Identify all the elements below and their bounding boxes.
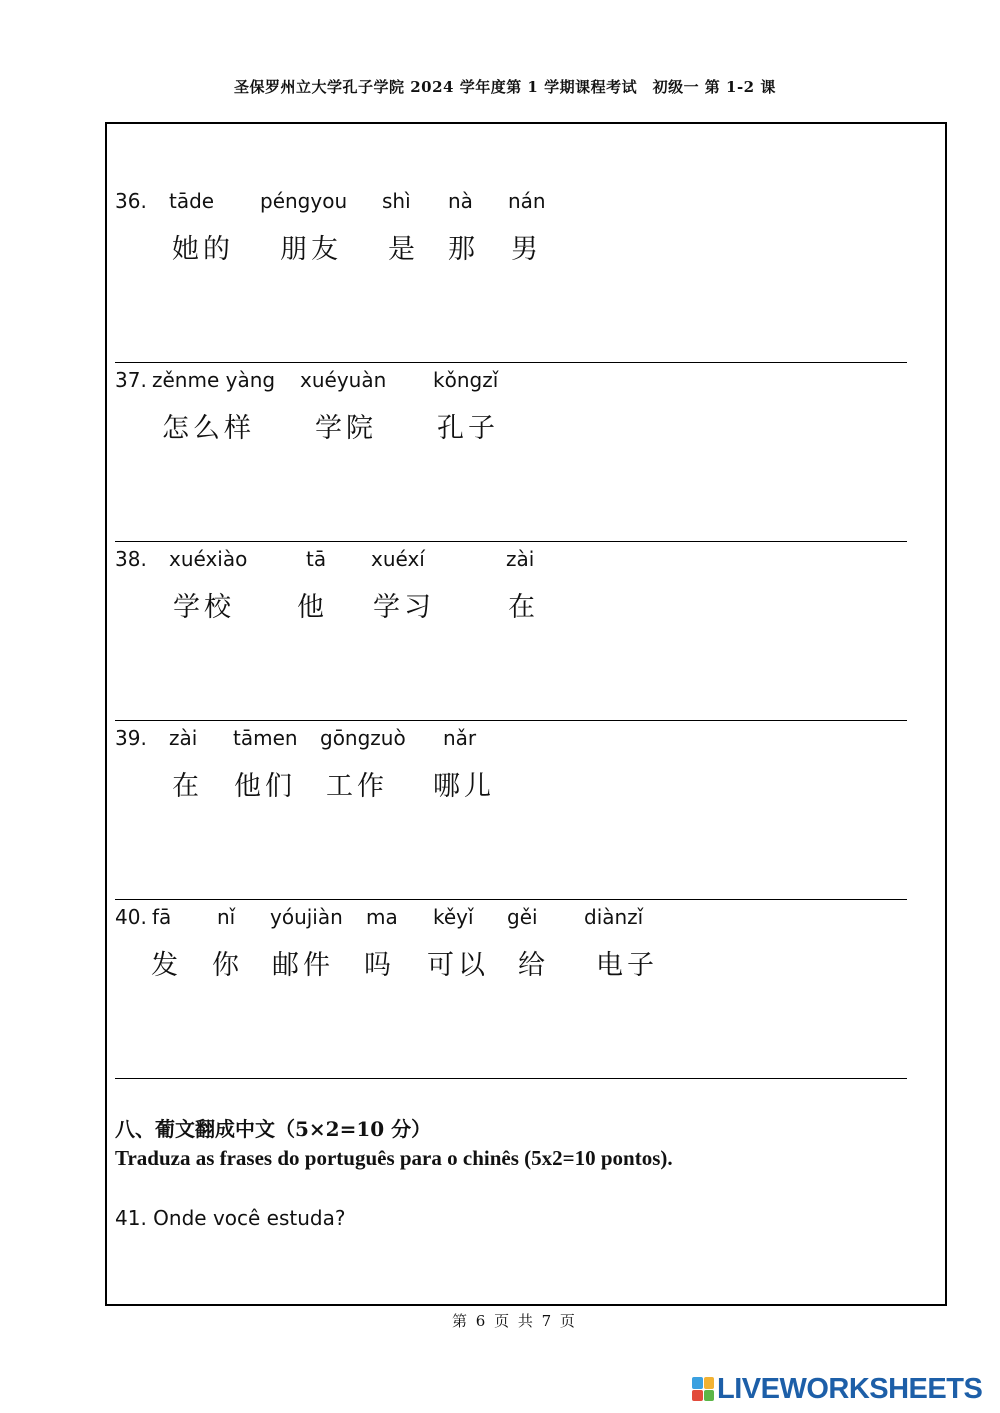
pinyin-word: zài [506,547,535,571]
hanzi-word: 学习 [373,592,435,623]
hanzi-word: 孔子 [437,413,499,444]
question-number: 36. [115,189,147,213]
pinyin-word: nà [448,189,473,213]
pinyin-word: zài [169,726,198,750]
hanzi-word: 是 [388,234,419,265]
pinyin-word: xuéxiào [169,547,248,571]
hanzi-word: 可以 [427,950,489,981]
hanzi-word: 吗 [364,950,395,981]
hanzi-word: 男 [511,234,542,265]
question-38 [115,541,907,721]
hanzi-word: 怎么样 [162,413,255,444]
pinyin-word: zěnme yàng [152,368,276,392]
question-37 [115,362,907,542]
pinyin-word: nán [508,189,546,213]
hanzi-word: 发 [151,950,182,981]
liveworksheets-logo [692,1374,982,1404]
pinyin-word: xuéyuàn [300,368,387,392]
exam-header: 圣保罗州立大学孔子学院 2024 学年度第 1 学期课程考试 初级一 第 1-2 课 [234,78,776,96]
question-number: 39. [115,726,147,750]
pinyin-word: nǐ [217,905,236,929]
hanzi-word: 学院 [315,413,377,444]
question-40 [115,899,907,1079]
section-title: 八、葡文翻成中文（5×2=10 分） [115,1117,432,1141]
question-number: 38. [115,547,147,571]
hanzi-word: 在 [508,592,539,623]
question-36 [115,183,907,363]
hanzi-word: 电子 [596,950,658,981]
pinyin-word: yóujiàn [270,905,343,929]
hanzi-word: 朋友 [280,234,342,265]
pinyin-word: tāmen [233,726,298,750]
hanzi-word: 邮件 [272,950,334,981]
pinyin-word: péngyou [260,189,348,213]
hanzi-word: 她的 [172,234,234,265]
pinyin-word: diànzǐ [584,905,644,929]
pinyin-word: kǒngzǐ [433,368,499,392]
pinyin-word: shì [382,189,411,213]
hanzi-word: 他 [297,592,328,623]
question-number: 37. [115,368,147,392]
hanzi-word: 那 [448,234,479,265]
question-41: 41. Onde você estuda? [115,1206,346,1230]
liveworksheets-logo-icon [692,1377,714,1401]
question-number: 40. [115,905,147,929]
pinyin-word: xuéxí [371,547,425,571]
hanzi-word: 在 [172,771,203,802]
pinyin-word: gěi [507,905,538,929]
pinyin-word: kěyǐ [433,905,474,929]
question-39 [115,720,907,900]
pinyin-word: ma [366,905,398,929]
pinyin-word: gōngzuò [320,726,406,750]
hanzi-word: 学校 [173,592,235,623]
pinyin-word: fā [152,905,172,929]
pinyin-word: nǎr [443,726,477,750]
hanzi-word: 他们 [234,771,296,802]
hanzi-word: 给 [518,950,549,981]
hanzi-word: 工作 [326,771,388,802]
brand-name: LIVEWORKSHEETS [717,1372,983,1405]
section-instruction: Traduza as frases do português para o chinês (5x2=10 pontos). [115,1146,673,1170]
pinyin-word: tā [306,547,327,571]
page-number: 第 6 页 共 7 页 [452,1312,577,1330]
pinyin-word: tāde [169,189,215,213]
hanzi-word: 哪儿 [433,771,495,802]
hanzi-word: 你 [212,950,243,981]
